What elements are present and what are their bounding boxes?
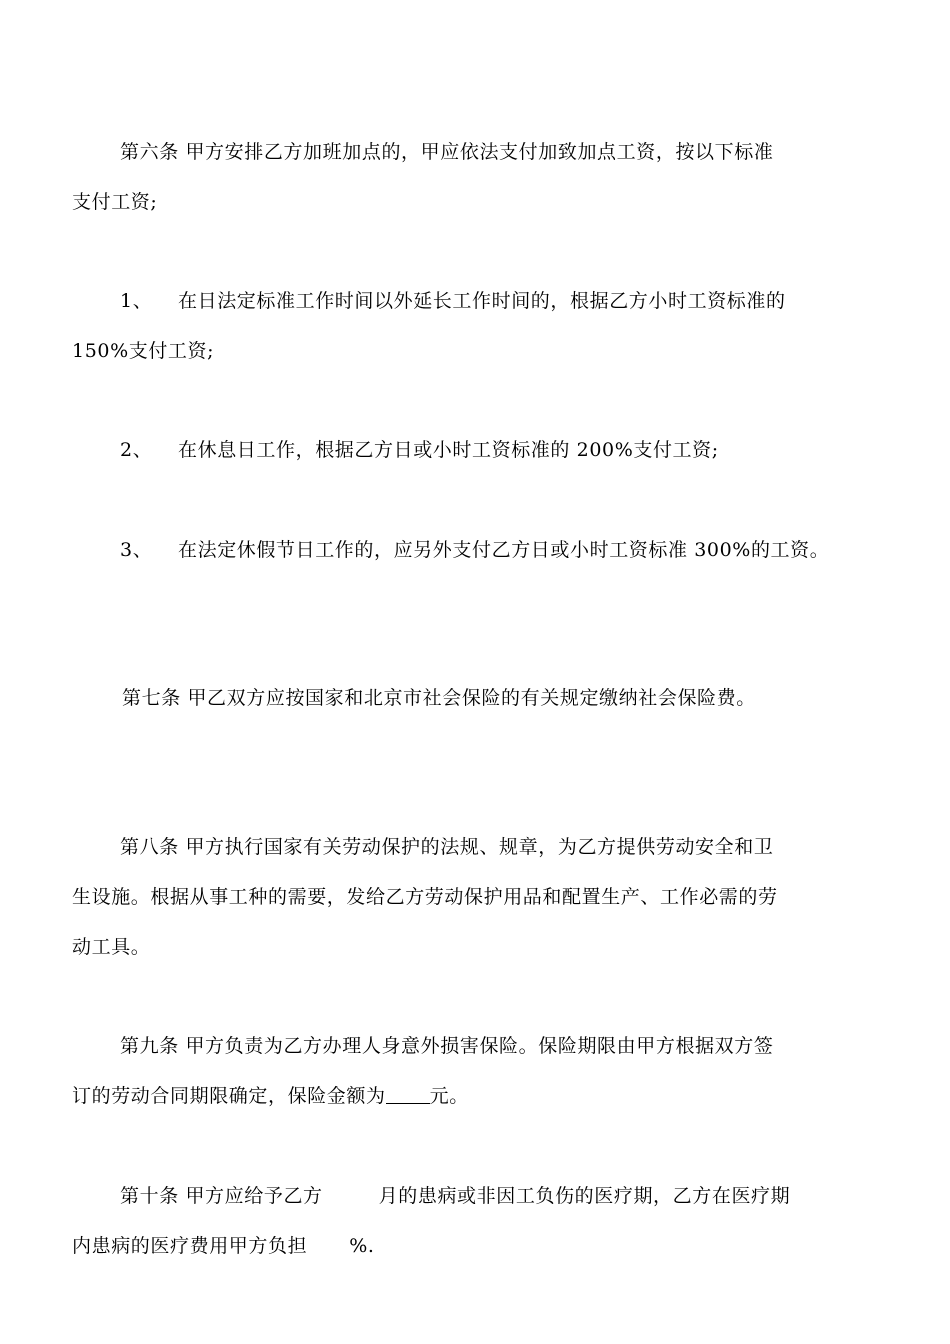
article-9-line-1: 第九条 甲方负责为乙方办理人身意外损害保险。保险期限由甲方根据双方签 xyxy=(120,1035,774,1057)
insurance-amount-blank xyxy=(386,1085,430,1104)
article-8-line-3: 动工具。 xyxy=(72,936,151,958)
item-2-line-1 xyxy=(120,437,719,463)
article-7-line-1: 第七条 甲乙双方应按国家和北京市社会保险的有关规定缴纳社会保险费。 xyxy=(122,687,756,709)
item-1-text: 在日法定标准工作时间以外延长工作时间的，根据乙方小时工资标准的 xyxy=(178,290,786,312)
article-10-text-a: 第十条 甲方应给予乙方 xyxy=(120,1185,323,1207)
article-6-line-1: 第六条 甲方安排乙方加班加点的，甲应依法支付加致加点工资，按以下标准 xyxy=(120,141,774,163)
item-3-text: 在法定休假节日工作的，应另外支付乙方日或小时工资标准 300%的工资。 xyxy=(178,539,830,561)
item-3-line-1 xyxy=(120,537,829,563)
article-10-line-1 xyxy=(120,1183,790,1209)
article-10-line-2 xyxy=(72,1233,375,1259)
article-9-line-2 xyxy=(72,1083,469,1109)
item-1-number: 1、 xyxy=(120,290,153,312)
article-9-text-b: 元。 xyxy=(429,1085,469,1107)
item-2-text: 在休息日工作，根据乙方日或小时工资标准的 200%支付工资; xyxy=(178,439,719,461)
article-10-text-b: 月的患病或非因工负伤的医疗期，乙方在医疗期 xyxy=(378,1185,791,1207)
article-10-text-c: 内患病的医疗费用甲方负担 xyxy=(72,1235,308,1257)
article-8-line-2: 生设施。根据从事工种的需要，发给乙方劳动保护用品和配置生产、工作必需的劳 xyxy=(72,886,778,908)
article-8-line-1: 第八条 甲方执行国家有关劳动保护的法规、规章，为乙方提供劳动安全和卫 xyxy=(120,836,774,858)
item-1-line-2: 150%支付工资; xyxy=(72,340,215,362)
article-10-text-d: %. xyxy=(349,1235,375,1257)
article-9-text-a: 订的劳动合同期限确定，保险金额为 xyxy=(72,1085,386,1107)
item-1-line-1 xyxy=(120,288,786,314)
item-3-number: 3、 xyxy=(120,539,153,561)
item-2-number: 2、 xyxy=(120,439,153,461)
article-6-line-2: 支付工资; xyxy=(72,191,158,213)
